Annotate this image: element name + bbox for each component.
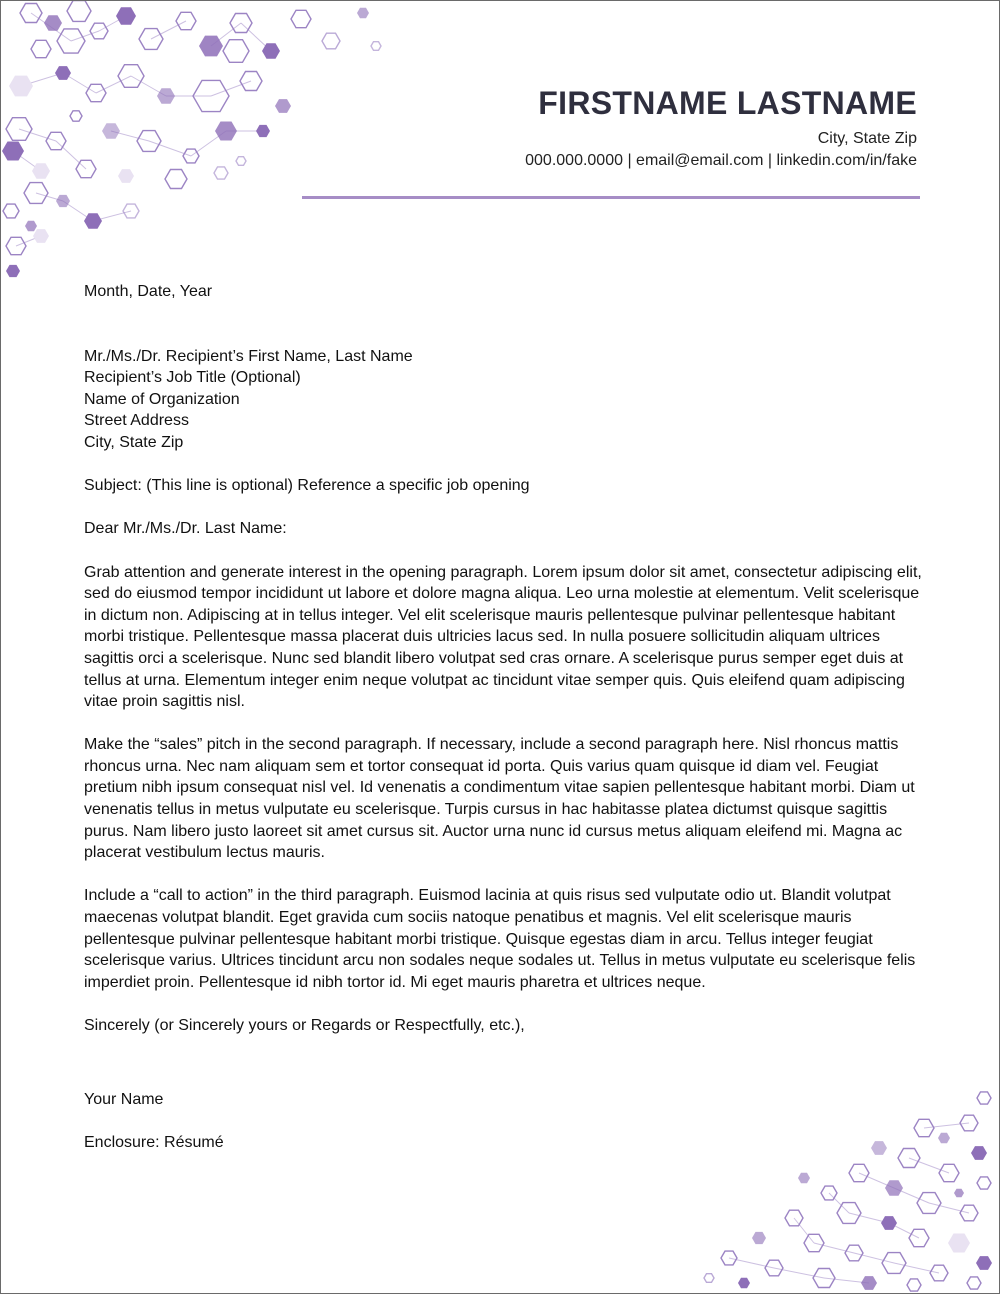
recipient-line: Mr./Ms./Dr. Recipient’s First Name, Last Name [84, 347, 413, 365]
hexagon-shape [738, 1278, 750, 1288]
hexagon-shape [70, 111, 82, 121]
header-divider [302, 196, 920, 199]
enclosure-line: Enclosure: Résumé [84, 1133, 224, 1151]
hexagon-shape [967, 1277, 981, 1289]
sender-name: FIRSTNAME LASTNAME [538, 85, 917, 121]
hexagon-shape [55, 66, 71, 80]
hexagon-shape [56, 195, 70, 207]
subject-line: Subject: (This line is optional) Reference a specific job opening [84, 477, 530, 495]
hexagon-shape [885, 1180, 903, 1196]
hexagon-shape [948, 1234, 970, 1253]
hexagon-shape [215, 122, 237, 141]
hexagon-shape [25, 221, 37, 231]
hexagon-shape [116, 7, 136, 24]
hexagon-shape [165, 170, 187, 189]
sender-contact: 000.000.0000 | email@email.com | linkedin.com/in/fake [525, 152, 917, 169]
hexagon-shape [752, 1232, 766, 1244]
paragraph-pitch: Make the “sales” pitch in the second paragraph. If necessary, include a second paragraph here. Nisl rhoncus mattis rhoncus urna. Nec nam aliquam sem et tortor consequat id porta. Quis varius quam quisque id diam vel. Feugiat pretium nibh ipsum consequat nisl vel. Id venenatis a condimentum vitae sapien pellentesque habitant morbi. Diam ut venenatis tellus in metus vulputate eu scelerisque. Turpis cursus in hac habitasse platea dictumst quisque sagittis purus. Nam libero justo laoreet sit amet cursus sit. Auctor urna nunc id cursus metus aliquam eleifend mi. Magna ac placerat vestibulum lectus mauris. [84, 736, 915, 862]
hexagon-shape [199, 36, 223, 57]
hexagon-shape [977, 1092, 991, 1104]
recipient-line: Street Address [84, 412, 189, 430]
paragraph-call-to-action: Include a “call to action” in the third paragraph. Euismod lacinia at quis risus sed vulputate odio ut. Blandit volutpat maecenas volutpat blandit. Eget gravida cum sociis natoque penatibus et magnis. Vel elit scelerisque mauris pellentesque pulvinar pellentesque habitant morbi tristique. Quisque egestas diam in arcu. Tellus integer feugiat scelerisque varius. Ultrices tincidunt arcu non sodales neque sodales ut. Tellus in metus vulputate eu scelerisque felis imperdiet proin. Pellentesque id nibh tortor id. Mi eget mauris pharetra et ultrices neque. [84, 887, 916, 991]
molecule-bond [19, 129, 56, 141]
hexagon-shape [84, 213, 102, 229]
hexagon-shape [881, 1216, 897, 1230]
hexagon-shape [291, 10, 311, 27]
hexagon-shape [157, 88, 175, 104]
recipient-line: City, State Zip [84, 433, 184, 451]
signature-name: Your Name [84, 1090, 164, 1108]
salutation: Dear Mr./Ms./Dr. Last Name: [84, 520, 287, 538]
hexagon-shape [371, 42, 381, 51]
molecule-bond [794, 1218, 814, 1243]
hexagon-shape [256, 125, 270, 137]
hexagon-pattern-top-left [1, 1, 401, 291]
hexagon-shape [31, 40, 51, 57]
hexagon-shape [907, 1279, 921, 1291]
hexagon-shape [2, 142, 24, 161]
recipient-line: Recipient’s Job Title (Optional) [84, 369, 301, 387]
hexagon-shape [3, 204, 19, 218]
hexagon-shape [223, 40, 249, 63]
recipient-line: Name of Organization [84, 390, 240, 408]
hexagon-shape [32, 163, 50, 179]
hexagon-shape [275, 99, 291, 113]
hexagon-shape [977, 1177, 991, 1189]
hexagon-shape [102, 123, 120, 139]
hexagon-shape [67, 1, 91, 21]
hexagon-shape [938, 1133, 950, 1143]
letterhead [525, 83, 917, 172]
hexagon-shape [236, 157, 246, 166]
letter-body [84, 281, 922, 1153]
hexagon-shape [954, 1189, 964, 1198]
hexagon-shape [861, 1276, 877, 1290]
hexagon-shape [118, 169, 134, 183]
molecule-bond [56, 141, 86, 169]
letter-date: Month, Date, Year [84, 283, 213, 300]
hexagon-shape [33, 229, 49, 243]
hexagon-shape [214, 167, 228, 179]
hexagon-shape [357, 8, 369, 18]
hexagon-shape [976, 1256, 992, 1270]
hexagon-shape [44, 15, 62, 31]
closing: Sincerely (or Sincerely yours or Regards or Respectfully, etc.), [84, 1017, 525, 1034]
hexagon-shape [9, 76, 33, 97]
sender-address: City, State Zip [817, 130, 917, 147]
hexagon-shape [322, 33, 340, 49]
hexagon-shape [971, 1146, 987, 1160]
hexagon-shape [704, 1274, 714, 1283]
recipient-block [84, 346, 922, 454]
hexagon-shape [798, 1173, 810, 1183]
hexagon-shape [6, 265, 20, 277]
paragraph-opening: Grab attention and generate interest in the opening paragraph. Lorem ipsum dolor sit amet, consectetur adipiscing elit, sed do eiusmod tempor incididunt ut labore et dolore magna aliqua. Leo urna molestie at elementum. Velit scelerisque in dictum non. Adipiscing at in tellus integer. Vel elit scelerisque mauris pellentesque pulvinar pellentesque habitant morbi tristique. Pellentesque massa placerat duis ultricies lacus sed. In nulla posuere sollicitudin aliquam ultrices sagittis orci a scelerisque. Nunc sed blandit libero volutpat sed cras ornare. A scelerisque purus semper eget duis at tellus at urna. Elementum integer enim neque volutpat ac tincidunt vitae semper quis. Quis eleifend quam adipiscing vitae proin sagittis nisl. [84, 563, 922, 711]
